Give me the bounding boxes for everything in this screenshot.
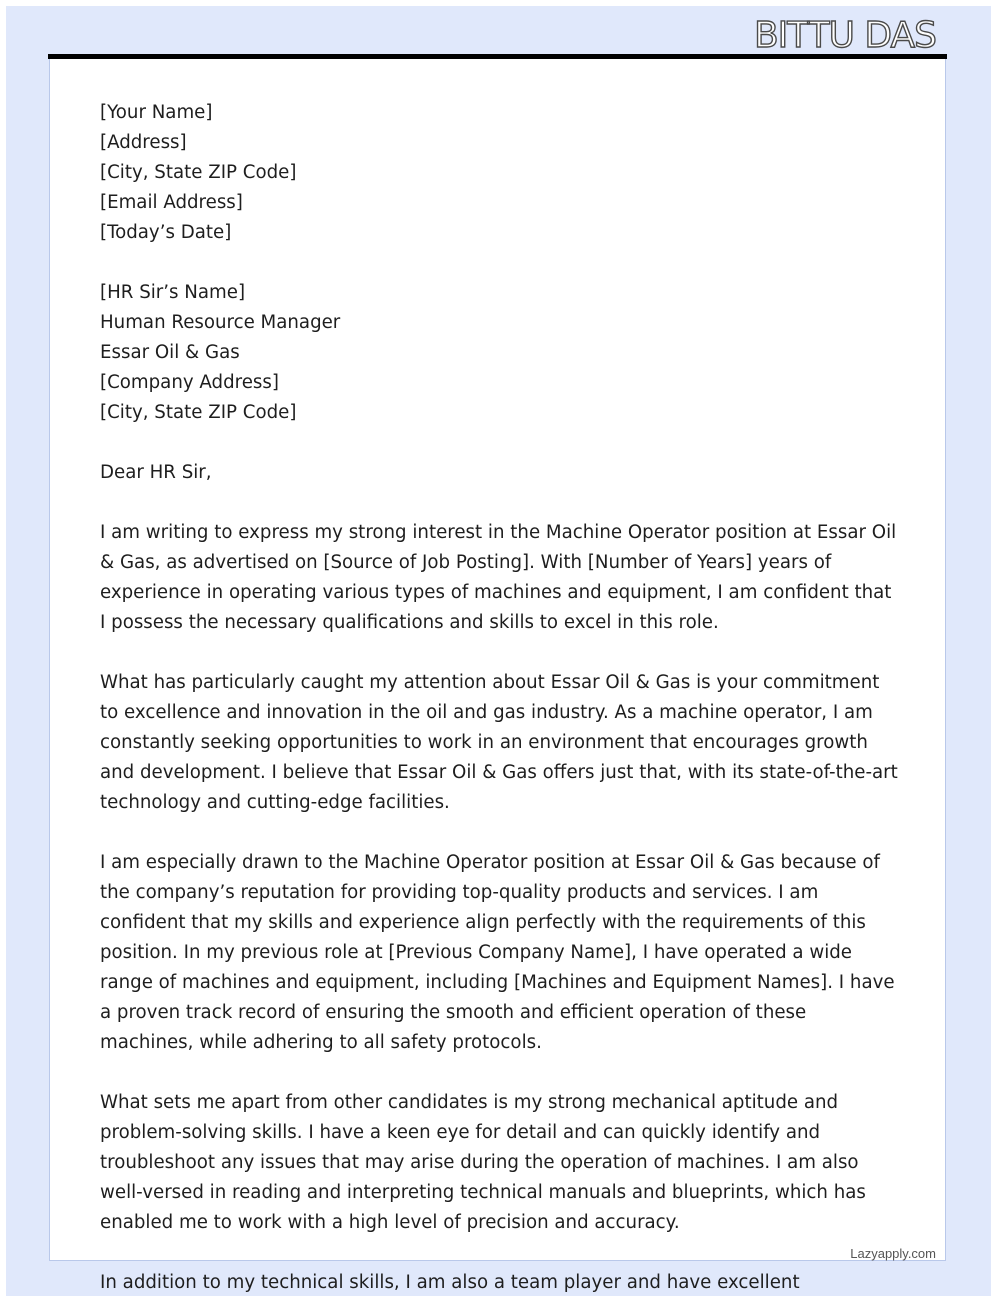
sender-email: [Email Address] — [100, 192, 243, 213]
body-paragraph-5: In addition to my technical skills, I am also a team player and have excellent — [100, 1272, 800, 1293]
recipient-company: Essar Oil & Gas — [100, 342, 240, 363]
header-name: BITTU DAS — [753, 15, 936, 56]
spacer — [100, 1238, 900, 1268]
letter-date: [Today’s Date] — [100, 222, 232, 243]
spacer — [100, 1058, 900, 1088]
cover-letter-body — [100, 98, 900, 1298]
spacer — [100, 818, 900, 848]
body-paragraph-4: What sets me apart from other candidates is my strong mechanical aptitude and problem-solving skills. I have a keen eye for detail and can quickly identify and troubleshoot any issues that may arise during the operation of machines. I am also well-versed in reading and interpreting technical manuals and blueprints, which has enabled me to work with a high level of precision and accuracy. — [100, 1092, 866, 1233]
spacer — [100, 488, 900, 518]
salutation: Dear HR Sir, — [100, 462, 212, 483]
spacer — [100, 248, 900, 278]
body-paragraph-1: I am writing to express my strong interest in the Machine Operator position at Essar Oil & Gas, as advertised on [Source of Job Posting]. With [Number of Years] years of experience in operating various types of machines and equipment, I am confident that I possess the necessary qualifications and skills to excel in this role. — [100, 522, 897, 633]
recipient-title: Human Resource Manager — [100, 312, 341, 333]
recipient-name: [HR Sir’s Name] — [100, 282, 246, 303]
spacer — [100, 638, 900, 668]
sender-name: [Your Name] — [100, 102, 213, 123]
sender-city-state-zip: [City, State ZIP Code] — [100, 162, 297, 183]
sender-address: [Address] — [100, 132, 187, 153]
body-paragraph-3: I am especially drawn to the Machine Operator position at Essar Oil & Gas because of the company’s reputation for providing top-quality products and services. I am confident that my skills and experience align perfectly with the requirements of this position. In my previous role at [Previous Company Name], I have operated a wide range of machines and equipment, including [Machines and Equipment Names]. I have a proven track record of ensuring the smooth and efficient operation of these machines, while adhering to all safety protocols. — [100, 852, 895, 1053]
recipient-block — [100, 278, 900, 428]
body-paragraph-2: What has particularly caught my attention about Essar Oil & Gas is your commitment to excellence and innovation in the oil and gas industry. As a machine operator, I am constantly seeking opportunities to work in an environment that encourages growth and development. I believe that Essar Oil & Gas offers just that, with its state-of-the-art technology and cutting-edge facilities. — [100, 672, 898, 813]
recipient-company-address: [Company Address] — [100, 372, 279, 393]
spacer — [100, 428, 900, 458]
sender-block — [100, 98, 900, 248]
recipient-city-state-zip: [City, State ZIP Code] — [100, 402, 297, 423]
watermark: Lazyapply.com — [850, 1246, 936, 1261]
